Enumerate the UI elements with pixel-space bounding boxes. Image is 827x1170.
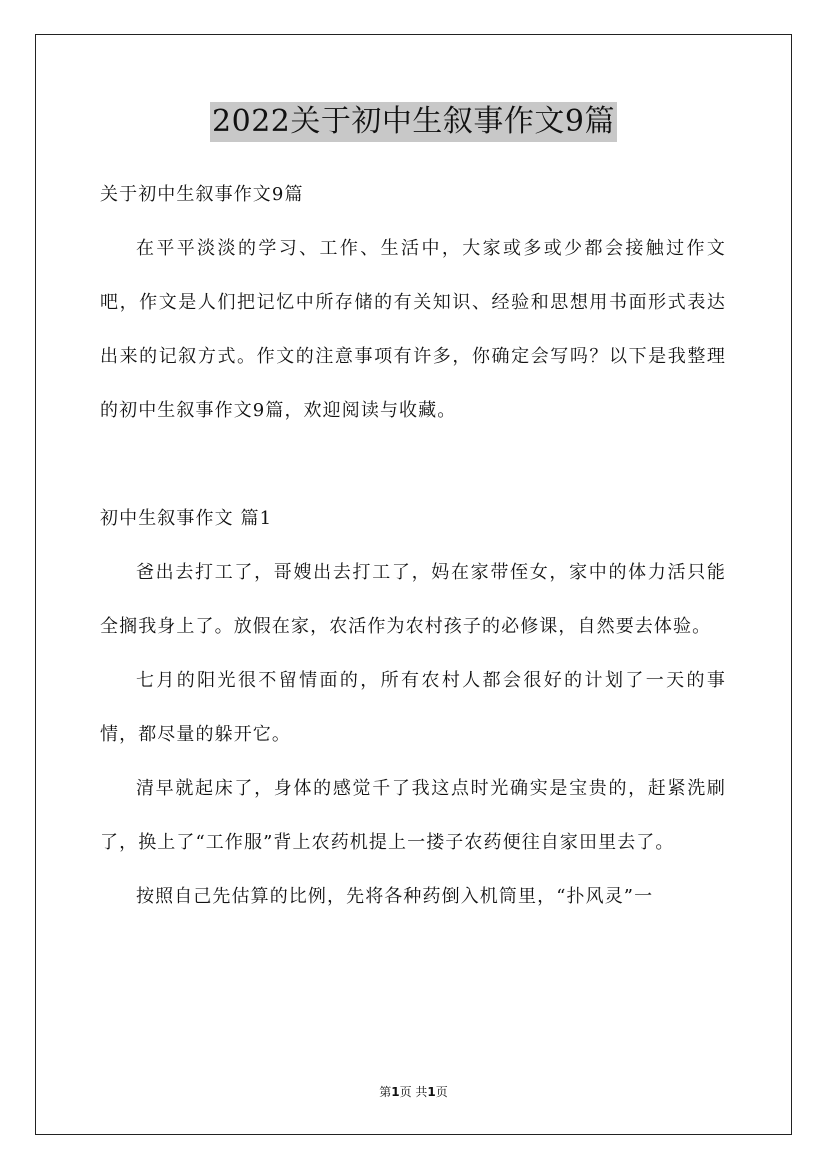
body-paragraph: 七月的阳光很不留情面的，所有农村人都会很好的计划了一天的事情，都尽量的躲开它。 — [100, 670, 726, 745]
footer-page-number: 1 — [391, 1085, 400, 1099]
intro-paragraph: 在平平淡淡的学习、工作、生活中，大家或多或少都会接触过作文吧，作文是人们把记忆中所存储的有关知识、经验和思想用书面形式表达出来的记叙方式。作文的注意事项有许多，你确定会写吗？以下是我整理的初中生叙事作文9篇，欢迎阅读与收藏。 — [100, 238, 726, 421]
page-footer — [0, 1083, 827, 1100]
footer-suffix: 页 — [435, 1085, 448, 1099]
footer-middle: 页 共 — [399, 1085, 428, 1099]
section-heading: 初中生叙事作文 篇1 — [100, 508, 273, 529]
document-subtitle: 关于初中生叙事作文9篇 — [100, 184, 304, 205]
document-title: 2022关于初中生叙事作文9篇 — [210, 102, 617, 142]
section-gap — [100, 438, 726, 492]
footer-prefix: 第 — [379, 1085, 392, 1099]
footer-total-pages: 1 — [427, 1085, 436, 1099]
document-body — [100, 168, 726, 924]
body-paragraph: 清早就起床了，身体的感觉千了我这点时光确实是宝贵的，赶紧洗刷了，换上了“工作服”背上农药机提上一搂子农药便往自家田里去了。 — [100, 778, 726, 853]
body-paragraph: 按照自己先估算的比例，先将各种药倒入机筒里，“扑风灵”一 — [136, 886, 654, 907]
title-container — [0, 102, 827, 142]
body-paragraph: 爸出去打工了，哥嫂出去打工了，妈在家带侄女，家中的体力活只能全搁我身上了。放假在家，农活作为农村孩子的必修课，自然要去体验。 — [100, 562, 726, 637]
